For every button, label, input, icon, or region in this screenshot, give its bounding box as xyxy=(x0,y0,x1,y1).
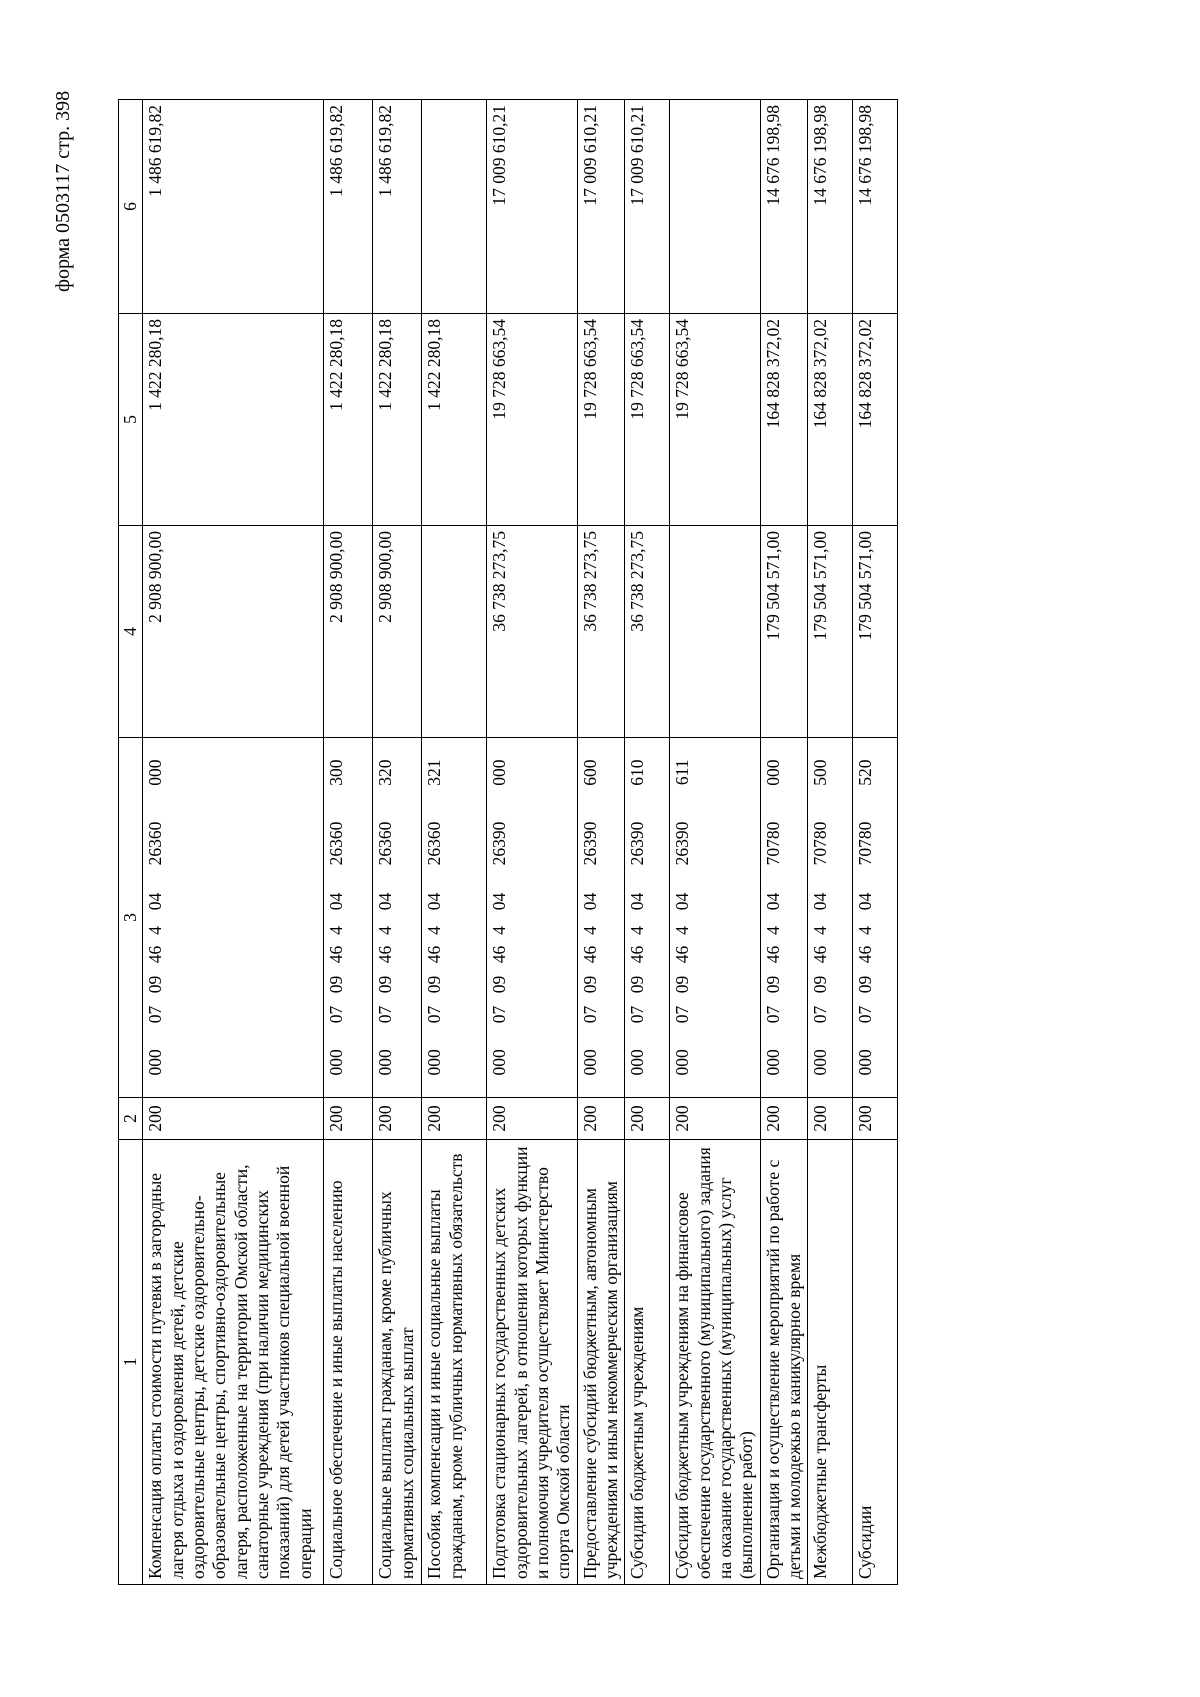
budget-classification-code xyxy=(670,738,760,1098)
budget-classification-code xyxy=(487,738,577,1098)
table-row xyxy=(760,100,808,1585)
code-segment: 46 xyxy=(424,945,445,964)
code-segment: 07 xyxy=(375,1005,396,1024)
row-name: Пособия, компенсации и иные социальные выплаты гражданам, кроме публичных нормативных обязательств xyxy=(422,1140,487,1585)
code-segment: 600 xyxy=(579,759,600,786)
code-segment: 4 xyxy=(627,926,648,935)
code-segment: 000 xyxy=(855,1049,876,1076)
code-segment: 09 xyxy=(855,975,876,994)
row-name: Подготовка стационарных государственных детских оздоровительных лагерей, в отношении которых функции и полномочия учредителя осуществляет Министерство спорта Омской области xyxy=(487,1140,577,1585)
code-segment: 09 xyxy=(672,975,693,994)
code-segment: 4 xyxy=(375,926,396,935)
code-segment: 09 xyxy=(627,975,648,994)
code-segment: 26390 xyxy=(627,821,648,866)
code-segment: 4 xyxy=(672,926,693,935)
code-segment: 70780 xyxy=(762,821,783,866)
code-segment: 09 xyxy=(762,975,783,994)
code-segment: 000 xyxy=(375,1049,396,1076)
code-segment: 000 xyxy=(810,1049,831,1076)
code-segment: 4 xyxy=(579,926,600,935)
amount-approved: 2 908 900,00 xyxy=(373,526,422,738)
budget-classification-code xyxy=(808,738,853,1098)
amount-executed: 19 728 663,54 xyxy=(577,314,625,526)
code-segment: 07 xyxy=(855,1005,876,1024)
code-segment: 46 xyxy=(672,945,693,964)
code-segment: 07 xyxy=(489,1005,510,1024)
row-code: 200 xyxy=(143,1098,324,1140)
code-segment: 000 xyxy=(762,759,783,786)
amount-unexecuted: 17 009 610,21 xyxy=(577,100,625,314)
table-row xyxy=(143,100,324,1585)
code-segment: 26360 xyxy=(145,821,166,866)
code-segment: 520 xyxy=(855,759,876,786)
code-segment: 4 xyxy=(326,926,347,935)
amount-unexecuted xyxy=(670,100,760,314)
code-segment: 000 xyxy=(579,1049,600,1076)
code-segment: 4 xyxy=(762,926,783,935)
code-segment: 46 xyxy=(326,945,347,964)
amount-approved: 179 504 571,00 xyxy=(853,526,898,738)
amount-executed: 19 728 663,54 xyxy=(670,314,760,526)
amount-unexecuted: 1 486 619,82 xyxy=(373,100,422,314)
budget-classification-code xyxy=(373,738,422,1098)
table-row xyxy=(808,100,853,1585)
row-code: 200 xyxy=(324,1098,373,1140)
row-name: Субсидии бюджетным учреждениям на финансовое обеспечение государственного (муниципального) задания на оказание государственных (муниципальных) услуг (выполнение работ) xyxy=(670,1140,760,1585)
code-segment: 09 xyxy=(375,975,396,994)
row-code: 200 xyxy=(373,1098,422,1140)
amount-unexecuted xyxy=(422,100,487,314)
row-name: Предоставление субсидий бюджетным, автономным учреждениям и иным некоммерческим организациям xyxy=(577,1140,625,1585)
table-row xyxy=(487,100,577,1585)
row-code: 200 xyxy=(853,1098,898,1140)
amount-approved: 179 504 571,00 xyxy=(808,526,853,738)
form-label: форма 0503117 стр. 398 xyxy=(52,90,74,292)
amount-approved xyxy=(422,526,487,738)
code-segment: 04 xyxy=(326,892,347,911)
code-segment: 000 xyxy=(326,1049,347,1076)
row-code: 200 xyxy=(808,1098,853,1140)
row-name: Компенсация оплаты стоимости путевки в загородные лагеря отдыха и оздоровления детей, детские оздоровительные центры, детские оздоровительно-образовательные центры, спортивно-оздоровительные лагеря, расположенные на территории Омской области, санаторные учреждения (при наличии медицинских показаний) для детей участников специальной военной операции xyxy=(143,1140,324,1585)
row-code: 200 xyxy=(760,1098,808,1140)
amount-unexecuted: 1 486 619,82 xyxy=(143,100,324,314)
row-code: 200 xyxy=(422,1098,487,1140)
code-segment: 46 xyxy=(855,945,876,964)
code-segment: 000 xyxy=(489,759,510,786)
row-code: 200 xyxy=(670,1098,760,1140)
budget-classification-code xyxy=(422,738,487,1098)
code-segment: 000 xyxy=(672,1049,693,1076)
code-segment: 09 xyxy=(810,975,831,994)
amount-unexecuted: 1 486 619,82 xyxy=(324,100,373,314)
row-name: Субсидии бюджетным учреждениям xyxy=(625,1140,670,1585)
code-segment: 26360 xyxy=(375,821,396,866)
code-segment: 46 xyxy=(579,945,600,964)
budget-classification-code xyxy=(577,738,625,1098)
code-segment: 07 xyxy=(145,1005,166,1024)
code-segment: 320 xyxy=(375,759,396,786)
code-segment: 09 xyxy=(145,975,166,994)
code-segment: 04 xyxy=(855,892,876,911)
code-segment: 611 xyxy=(672,759,693,786)
code-segment: 4 xyxy=(489,926,510,935)
code-segment: 07 xyxy=(810,1005,831,1024)
amount-executed: 1 422 280,18 xyxy=(373,314,422,526)
expenditure-table xyxy=(118,99,898,1585)
amount-executed: 164 828 372,02 xyxy=(853,314,898,526)
code-segment: 000 xyxy=(627,1049,648,1076)
code-segment: 04 xyxy=(579,892,600,911)
table-row xyxy=(324,100,373,1585)
amount-executed: 1 422 280,18 xyxy=(143,314,324,526)
column-number: 4 xyxy=(119,526,143,738)
row-code: 200 xyxy=(577,1098,625,1140)
code-segment: 610 xyxy=(627,759,648,786)
code-segment: 46 xyxy=(810,945,831,964)
code-segment: 09 xyxy=(579,975,600,994)
code-segment: 4 xyxy=(810,926,831,935)
table-row xyxy=(577,100,625,1585)
code-segment: 000 xyxy=(489,1049,510,1076)
table-row xyxy=(373,100,422,1585)
column-number-row xyxy=(119,100,143,1585)
code-segment: 09 xyxy=(489,975,510,994)
row-name: Субсидии xyxy=(853,1140,898,1585)
column-number: 2 xyxy=(119,1098,143,1140)
budget-classification-code xyxy=(625,738,670,1098)
code-segment: 46 xyxy=(375,945,396,964)
code-segment: 26390 xyxy=(672,821,693,866)
amount-unexecuted: 14 676 198,98 xyxy=(760,100,808,314)
column-number: 3 xyxy=(119,738,143,1098)
amount-approved: 36 738 273,75 xyxy=(577,526,625,738)
code-segment: 07 xyxy=(424,1005,445,1024)
table-row xyxy=(853,100,898,1585)
code-segment: 04 xyxy=(672,892,693,911)
amount-unexecuted: 14 676 198,98 xyxy=(853,100,898,314)
amount-executed: 1 422 280,18 xyxy=(324,314,373,526)
amount-unexecuted: 14 676 198,98 xyxy=(808,100,853,314)
column-number: 1 xyxy=(119,1140,143,1585)
code-segment: 04 xyxy=(375,892,396,911)
amount-executed: 164 828 372,02 xyxy=(808,314,853,526)
table-body xyxy=(143,100,898,1585)
amount-approved xyxy=(670,526,760,738)
code-segment: 07 xyxy=(672,1005,693,1024)
code-segment: 26390 xyxy=(489,821,510,866)
code-segment: 321 xyxy=(424,759,445,786)
code-segment: 04 xyxy=(762,892,783,911)
code-segment: 46 xyxy=(489,945,510,964)
code-segment: 46 xyxy=(762,945,783,964)
row-name: Социальное обеспечение и иные выплаты населению xyxy=(324,1140,373,1585)
code-segment: 26390 xyxy=(579,821,600,866)
amount-approved: 2 908 900,00 xyxy=(143,526,324,738)
column-number: 6 xyxy=(119,100,143,314)
code-segment: 46 xyxy=(627,945,648,964)
code-segment: 04 xyxy=(145,892,166,911)
code-segment: 4 xyxy=(145,926,166,935)
amount-executed: 164 828 372,02 xyxy=(760,314,808,526)
row-code: 200 xyxy=(625,1098,670,1140)
code-segment: 70780 xyxy=(855,821,876,866)
budget-classification-code xyxy=(143,738,324,1098)
budget-classification-code xyxy=(760,738,808,1098)
code-segment: 07 xyxy=(326,1005,347,1024)
amount-unexecuted: 17 009 610,21 xyxy=(625,100,670,314)
amount-unexecuted: 17 009 610,21 xyxy=(487,100,577,314)
code-segment: 4 xyxy=(424,926,445,935)
column-number: 5 xyxy=(119,314,143,526)
code-segment: 46 xyxy=(145,945,166,964)
code-segment: 000 xyxy=(145,1049,166,1076)
budget-classification-code xyxy=(324,738,373,1098)
table-row xyxy=(422,100,487,1585)
row-name: Социальные выплаты гражданам, кроме публичных нормативных социальных выплат xyxy=(373,1140,422,1585)
amount-approved: 36 738 273,75 xyxy=(487,526,577,738)
amount-approved: 36 738 273,75 xyxy=(625,526,670,738)
row-code: 200 xyxy=(487,1098,577,1140)
code-segment: 04 xyxy=(424,892,445,911)
row-name: Межбюджетные трансферты xyxy=(808,1140,853,1585)
table-row xyxy=(670,100,760,1585)
code-segment: 07 xyxy=(762,1005,783,1024)
code-segment: 000 xyxy=(145,759,166,786)
code-segment: 04 xyxy=(810,892,831,911)
code-segment: 26360 xyxy=(424,821,445,866)
amount-executed: 19 728 663,54 xyxy=(625,314,670,526)
code-segment: 04 xyxy=(489,892,510,911)
code-segment: 09 xyxy=(326,975,347,994)
amount-approved: 2 908 900,00 xyxy=(324,526,373,738)
amount-approved: 179 504 571,00 xyxy=(760,526,808,738)
code-segment: 500 xyxy=(810,759,831,786)
code-segment: 300 xyxy=(326,759,347,786)
table-row xyxy=(625,100,670,1585)
code-segment: 70780 xyxy=(810,821,831,866)
code-segment: 000 xyxy=(762,1049,783,1076)
row-name: Организация и осуществление мероприятий по работе с детьми и молодежью в каникулярное время xyxy=(760,1140,808,1585)
code-segment: 09 xyxy=(424,975,445,994)
code-segment: 04 xyxy=(627,892,648,911)
amount-executed: 19 728 663,54 xyxy=(487,314,577,526)
code-segment: 07 xyxy=(627,1005,648,1024)
budget-classification-code xyxy=(853,738,898,1098)
code-segment: 000 xyxy=(424,1049,445,1076)
code-segment: 26360 xyxy=(326,821,347,866)
code-segment: 07 xyxy=(579,1005,600,1024)
code-segment: 4 xyxy=(855,926,876,935)
amount-executed: 1 422 280,18 xyxy=(422,314,487,526)
